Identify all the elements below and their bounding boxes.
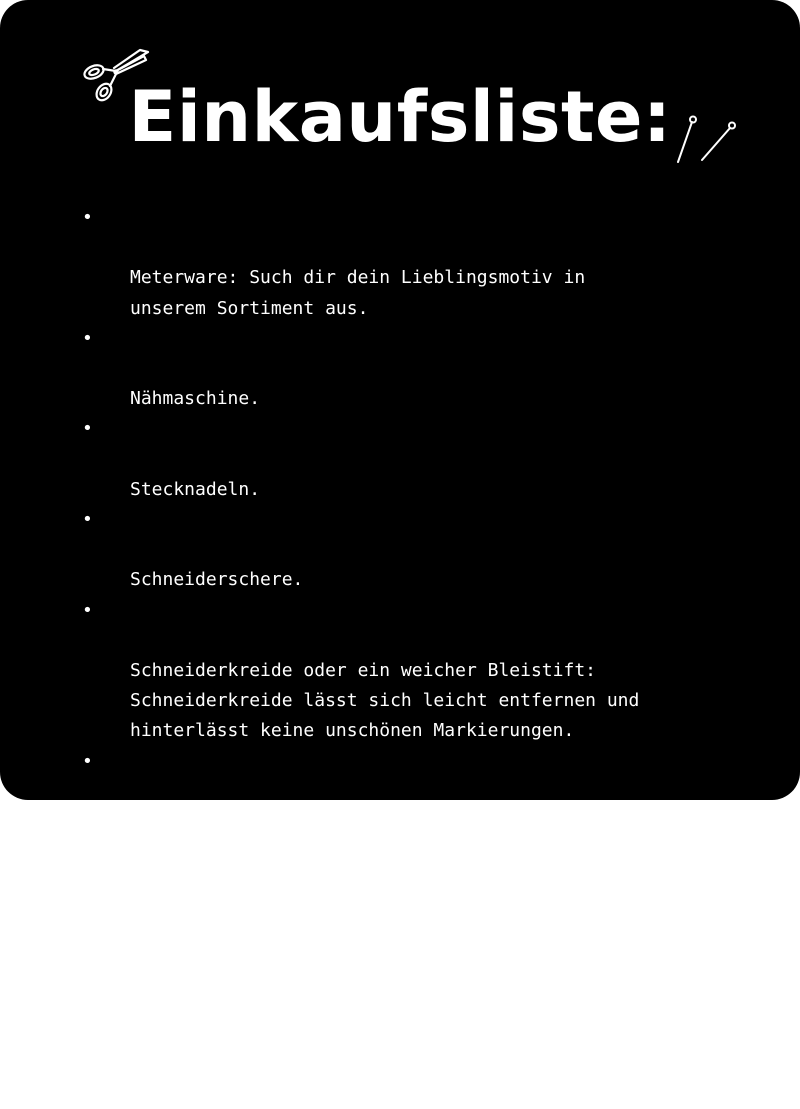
list-item xyxy=(82,505,762,596)
list-item xyxy=(82,928,762,1109)
bullet-marker: • xyxy=(82,931,93,953)
bullet-marker: • xyxy=(82,750,93,772)
list-item xyxy=(82,747,762,928)
list-item-text: Reißverschluss: Im Schneidereibedarf gibt es Reißverschlüsse nach Maß. Die kannst du auf die gewünschte Länge schneiden lassen und einen Zipper einsetzen. xyxy=(130,811,640,923)
list-item-text: Nähmaschine. xyxy=(130,388,261,410)
list-item xyxy=(82,414,762,505)
list-item xyxy=(82,203,762,324)
list-item xyxy=(82,324,762,415)
bullet-marker: • xyxy=(82,418,93,440)
bullet-marker: • xyxy=(82,509,93,531)
list-item-text: Meterware: Such dir dein Lieblingsmotiv in unserem Sortiment aus. xyxy=(130,267,586,319)
page-title: Einkaufsliste: xyxy=(128,76,672,158)
list-item xyxy=(82,596,762,747)
bullet-marker: • xyxy=(82,207,93,228)
list-item-text: Schaumstoff: Wir haben uns für eine Auflage der Maße 60x200cm und eine Dicke von 6 cm entschieden. Im Internet findest du eine große Auswahl an Anbietern. xyxy=(130,992,640,1104)
shopping-list xyxy=(82,203,762,1109)
sewing-pins-icon xyxy=(672,112,742,170)
list-item-text: Schneiderschere. xyxy=(130,569,304,591)
bullet-marker: • xyxy=(82,599,93,621)
list-item-text: Stecknadeln. xyxy=(130,478,261,500)
list-item-text: Schneiderkreide oder ein weicher Bleistift: Schneiderkreide lässt sich leicht entfernen und hinterlässt keine unschönen Markierungen. xyxy=(130,660,640,742)
bullet-marker: • xyxy=(82,327,93,349)
